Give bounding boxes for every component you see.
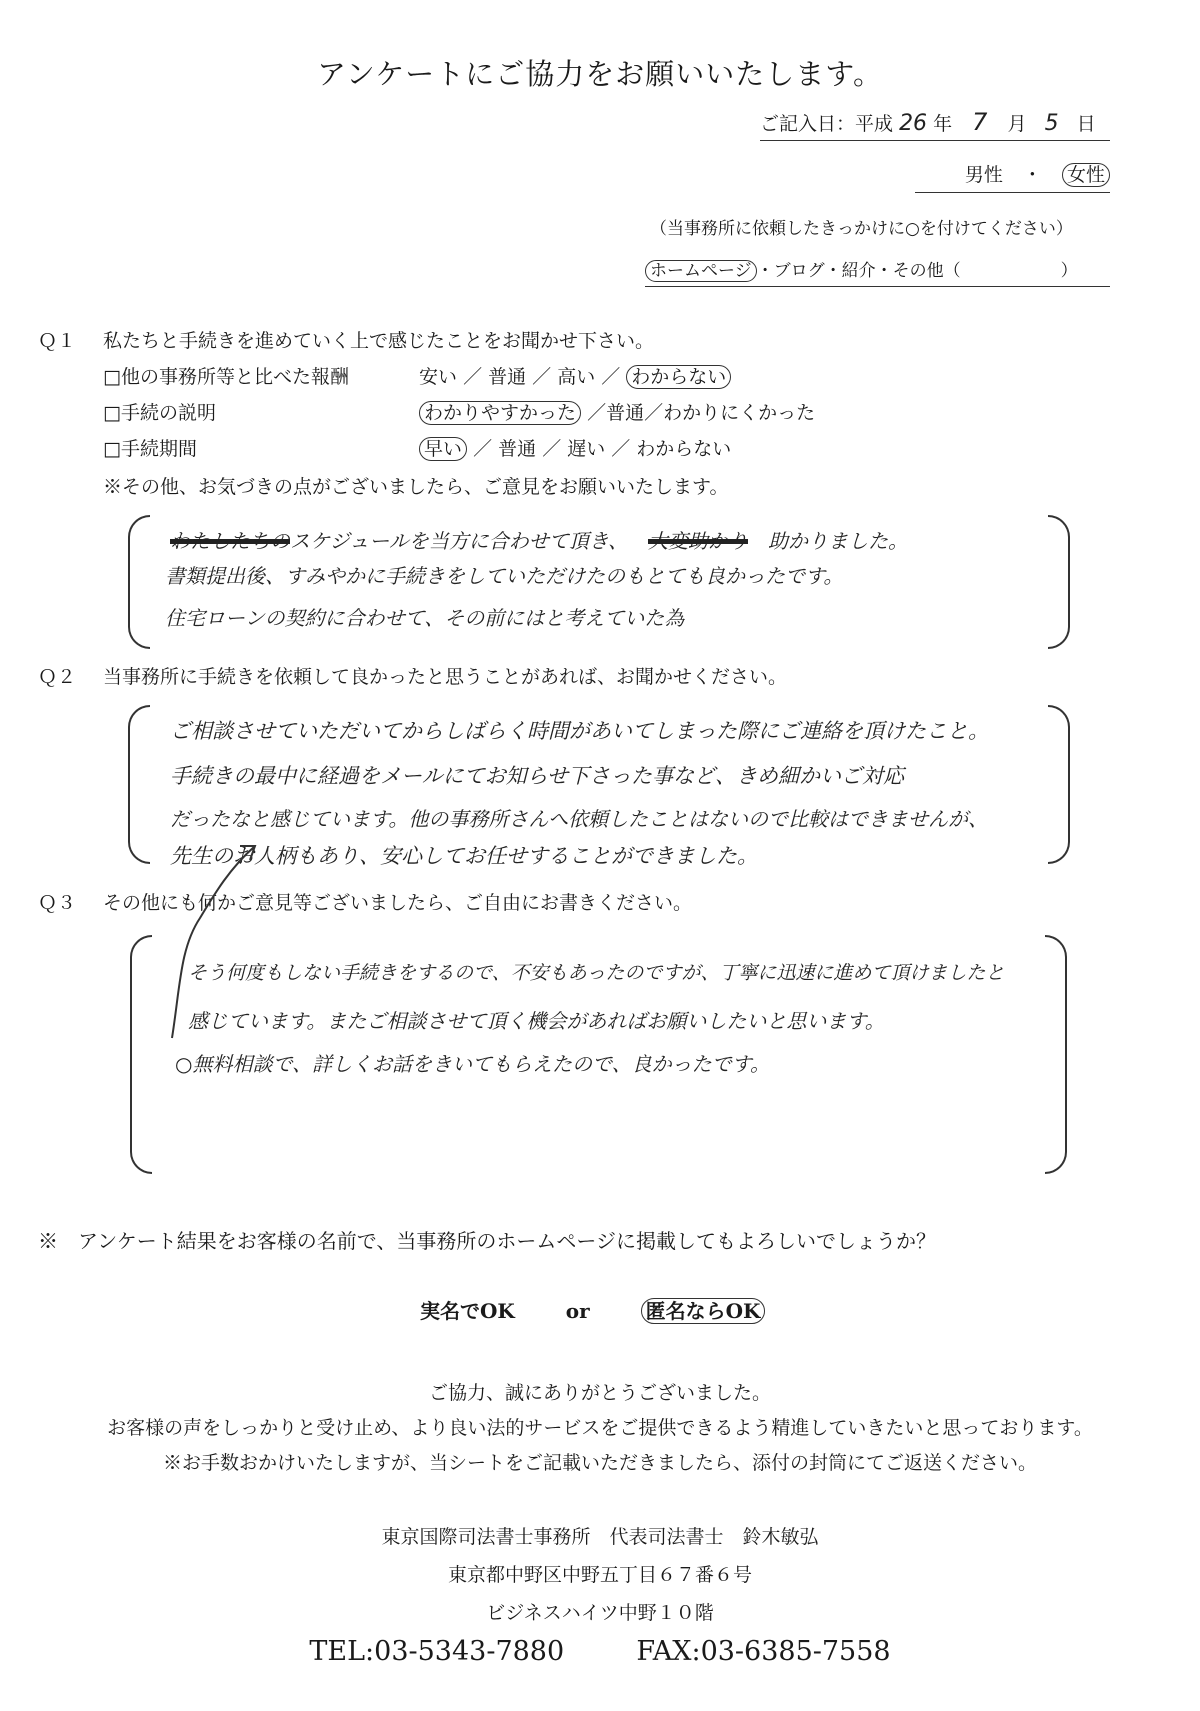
date-day: 5 (1044, 111, 1059, 136)
q1-row-explanation-after: ／普通／わかりにくかった (587, 402, 816, 424)
gender-line (915, 160, 1110, 193)
q1-question: 私たちと手続きを進めていく上で感じたことをお聞かせ下さい。 (103, 330, 655, 352)
q1-bracket-left (128, 515, 150, 649)
q3-question: その他にも何かご意見等ございましたら、ご自由にお書きください。 (103, 892, 693, 914)
date-year-unit: 年 (933, 113, 953, 135)
q1-row-explanation (103, 398, 1003, 425)
trigger-homepage: ホームページ (645, 260, 757, 282)
q1-row-duration-selected: 早い (419, 437, 467, 461)
q1-label: Ｑ１ (38, 330, 77, 352)
gender-dot: ・ (1022, 164, 1042, 186)
q3-label: Ｑ３ (38, 892, 77, 914)
q2-question: 当事務所に手続きを依頼して良かったと思うことがあれば、お聞かせください。 (103, 666, 788, 688)
q1-row-explanation-item: □手続の説明 (103, 402, 216, 424)
footer-contact (0, 1636, 1200, 1667)
q1-answer-1a: スケジュールを当方に合わせて頂き、 (290, 529, 628, 553)
gender-male: 男性 (964, 164, 1003, 186)
q2-label: Ｑ２ (38, 666, 77, 688)
q2-answer-line-1: ご相談させていただいてからしばらく時間があいてしまった際にご連絡を頂けたこと。 (170, 719, 989, 743)
q1-row-duration (103, 434, 1003, 461)
q3-answer-line-2: 感じています。またご相談させて頂く機会があればお願いしたいと思います。 (188, 1009, 885, 1033)
gender-female: 女性 (1062, 163, 1110, 187)
q1-other-prompt: ※その他、お気づきの点がございましたら、ご意見をお願いいたします。 (103, 476, 729, 498)
consent-question: ※ アンケート結果をお客様の名前で、当事務所のホームページに掲載してもよろしいでしょうか？ (38, 1229, 936, 1253)
q1-answer-line-2: 書類提出後、すみやかに手続きをしていただけたのもとても良かったです。 (165, 564, 844, 588)
q2-answer-line-2: 手続きの最中に経過をメールにてお知らせ下さった事など、きめ細かいご対応 (170, 764, 904, 788)
q1-row-fee-selected: わからない (626, 365, 731, 389)
footer-tel: TEL:03-5343-7880 (309, 1636, 565, 1667)
q1-row-fee-options: 安い ／ 普通 ／ 高い ／ (419, 366, 621, 388)
q2-bracket-left (128, 705, 150, 864)
footer-fax: FAX:03-6385-7558 (636, 1636, 891, 1667)
date-month-unit: 月 (1007, 113, 1027, 135)
date-month: 7 (972, 108, 988, 136)
q1-answer-line-3: 住宅ローンの契約に合わせて、その前にはと考えていた為 (165, 606, 685, 630)
trigger-prompt: （当事務所に依頼したきっかけに○を付けてください） (650, 219, 1073, 239)
trigger-options (645, 256, 1110, 287)
q3-bracket-left (130, 935, 152, 1174)
footer-office: 東京国際司法書士事務所 代表司法書士 鈴木敏弘 (381, 1526, 819, 1548)
q1-row-fee-item: □他の事務所等と比べた報酬 (103, 366, 349, 388)
footer-address-1: 東京都中野区中野五丁目６７番６号 (447, 1564, 752, 1586)
q1-answer-line-1 (170, 525, 908, 554)
q1-row-explanation-selected: わかりやすかった (419, 401, 581, 425)
q1-struck-1: わたしたちの (170, 529, 290, 553)
date-year: 26 (899, 111, 928, 136)
page-title: アンケートにご協力をお願いいたします。 (317, 57, 883, 91)
q1-struck-2: 大変助かり (648, 529, 748, 553)
q3-answer-line-3: ○無料相談で、詳しくお話をきいてもらえたので、良かったです。 (175, 1052, 771, 1076)
consent-anonymous: 匿名ならOK (641, 1298, 766, 1324)
q1-answer-1b: 助かりました。 (768, 529, 908, 553)
date-line (760, 108, 1110, 141)
closing-message: お客様の声をしっかりと受け止め、より良い法的サービスをご提供できるよう精進していきたいと思っております。 (107, 1417, 1093, 1439)
q3-bracket-right (1045, 935, 1067, 1174)
q1-row-duration-item: □手続期間 (103, 438, 197, 460)
consent-real-name: 実名でOK (420, 1299, 515, 1323)
consent-or: or (565, 1299, 590, 1323)
q3-answer-line-1: そう何度もしない手続きをするので、不安もあったのですが、丁寧に迅速に進めて頂けましたと (188, 962, 1005, 984)
closing-note: ※お手数おかけいたしますが、当シートをご記載いただきましたら、添付の封筒にてご返送ください。 (162, 1452, 1037, 1474)
q1-row-fee (103, 362, 1003, 389)
q1-bracket-right (1048, 515, 1070, 649)
q2-answer-line-3: だったなと感じています。他の事務所さんへ依頼したことはないので比較はできませんが、 (170, 807, 988, 831)
q2-answer-line-4: 先生のお人柄もあり、安心してお任せすることができました。 (170, 844, 758, 868)
date-day-unit: 日 (1076, 113, 1096, 135)
footer-address-2: ビジネスハイツ中野１０階 (486, 1602, 714, 1624)
consent-options (420, 1295, 765, 1324)
q2-bracket-right (1048, 705, 1070, 864)
closing-thanks: ご協力、誠にありがとうございました。 (428, 1382, 771, 1404)
trigger-rest: ・ブログ・紹介・その他（ (756, 261, 961, 281)
date-label: ご記入日：平成 (760, 113, 894, 135)
q1-row-duration-after: ／ 普通 ／ 遅い ／ わからない (473, 438, 732, 460)
trigger-close: ） (1060, 261, 1078, 281)
